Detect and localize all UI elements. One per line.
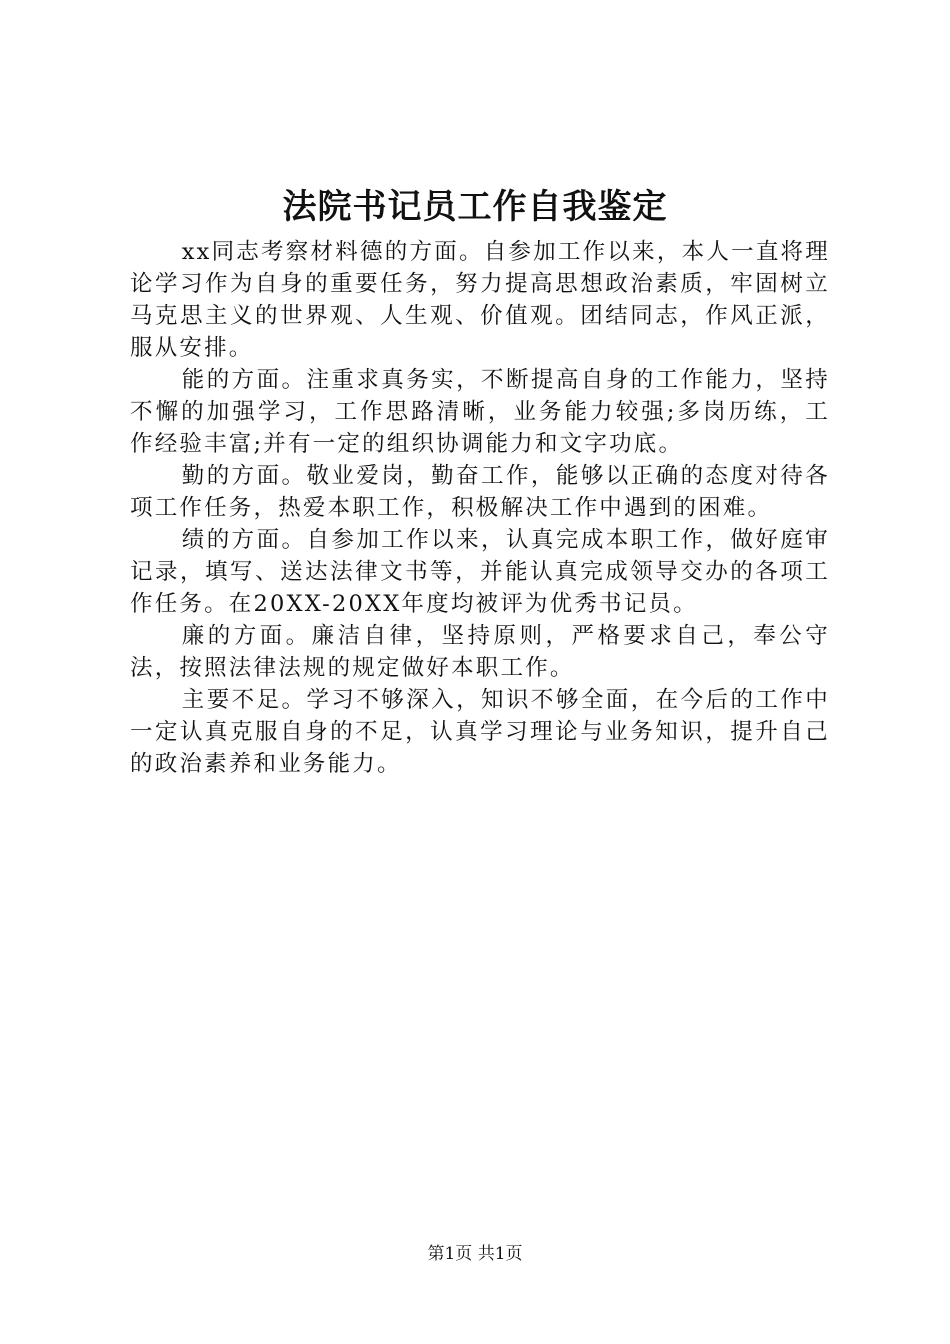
document-title: 法院书记员工作自我鉴定 [282,187,668,227]
paragraph-diligence: 勤的方面。敬业爱岗，勤奋工作，能够以正确的态度对待各项工作任务，热爱本职工作，积极解决工作中遇到的困难。 [130,463,830,521]
document-body [130,236,830,780]
paragraph-integrity: 廉的方面。廉洁自律，坚持原则，严格要求自己，奉公守法，按照法律法规的规定做好本职工作。 [130,623,830,681]
paragraph-shortcomings: 主要不足。学习不够深入，知识不够全面，在今后的工作中一定认真克服自身的不足，认真学习理论与业务知识，提升自己的政治素养和业务能力。 [130,687,830,777]
page-footer: 第1页 共1页 [427,1244,523,1264]
paragraph-virtue: xx同志考察材料德的方面。自参加工作以来，本人一直将理论学习作为自身的重要任务，努力提高思想政治素质，牢固树立马克思主义的世界观、人生观、价值观。团结同志，作风正派，服从安排。 [130,239,830,361]
paragraph-performance: 绩的方面。自参加工作以来，认真完成本职工作，做好庭审记录，填写、送达法律文书等，并能认真完成领导交办的各项工作任务。在20XX-20XX年度均被评为优秀书记员。 [130,527,830,617]
paragraph-ability: 能的方面。注重求真务实，不断提高自身的工作能力，坚持不懈的加强学习，工作思路清晰，业务能力较强;多岗历练，工作经验丰富;并有一定的组织协调能力和文字功底。 [130,367,830,457]
